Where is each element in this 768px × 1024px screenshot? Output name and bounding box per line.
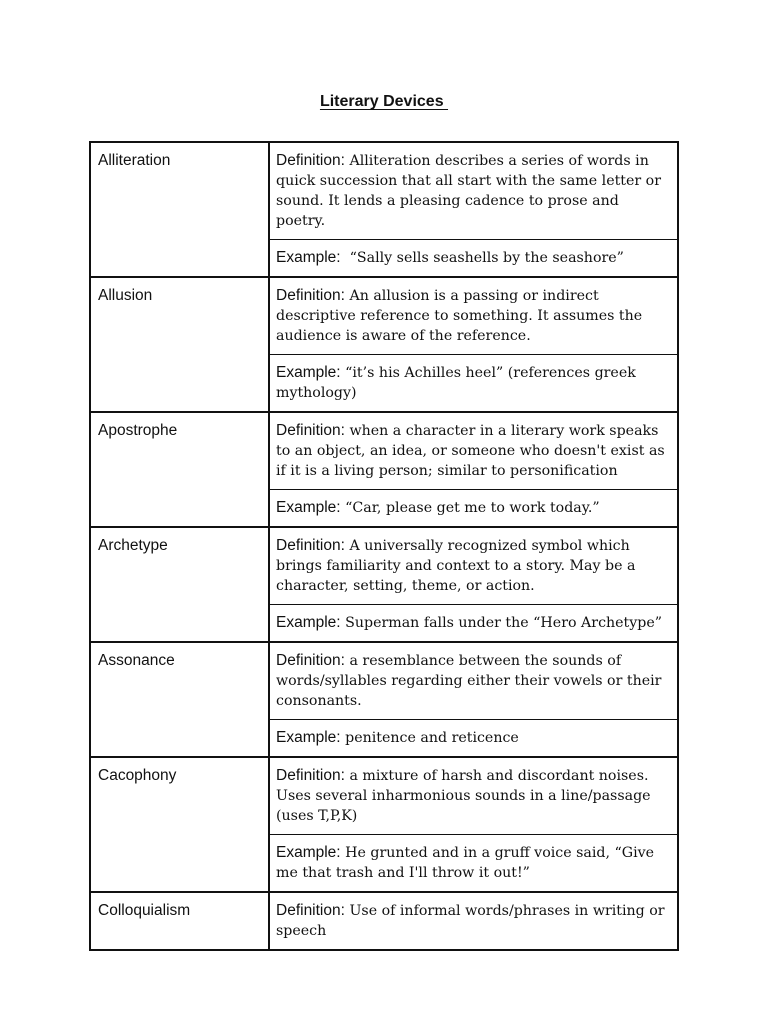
definition-text: Use of informal words/phrases in writing or speech: [276, 903, 665, 939]
table-row: [90, 527, 678, 605]
table-row: [90, 412, 678, 490]
definition-label: Definition:: [276, 537, 345, 554]
example-label: Example:: [276, 614, 341, 631]
device-term: Archetype: [90, 527, 269, 642]
definition-cell: [269, 757, 678, 835]
table-row: [90, 142, 678, 240]
example-label: Example:: [276, 729, 341, 746]
definition-label: Definition:: [276, 287, 345, 304]
example-cell: [269, 240, 678, 278]
definition-text: a resemblance between the sounds of words/syllables regarding either their vowels or their consonants.: [276, 653, 662, 709]
table-row: [90, 757, 678, 835]
definition-text: when a character in a literary work speaks to an object, an idea, or someone who doesn't exist as if it is a living person; similar to personification: [276, 423, 665, 479]
table-row: [90, 892, 678, 950]
device-term: Colloquialism: [90, 892, 269, 950]
example-cell: [269, 835, 678, 893]
definition-cell: [269, 142, 678, 240]
definition-label: Definition:: [276, 767, 345, 784]
definition-label: Definition:: [276, 152, 345, 169]
device-term: Cacophony: [90, 757, 269, 892]
definition-text: Alliteration describes a series of words in quick succession that all start with the same letter or sound. It lends a pleasing cadence to prose and poetry.: [276, 153, 662, 229]
definition-text: A universally recognized symbol which brings familiarity and context to a story. May be a character, setting, theme, or action.: [276, 538, 636, 594]
definition-label: Definition:: [276, 902, 345, 919]
device-term: Assonance: [90, 642, 269, 757]
example-label: Example:: [276, 844, 341, 861]
page-title: Literary Devices: [319, 93, 449, 110]
definition-label: Definition:: [276, 652, 345, 669]
table-row: [90, 642, 678, 720]
example-text: He grunted and in a gruff voice said, “Give me that trash and I'll throw it out!”: [276, 845, 655, 881]
definition-cell: [269, 527, 678, 605]
example-text: “it’s his Achilles heel” (references greek mythology): [276, 365, 636, 401]
definition-cell: [269, 642, 678, 720]
example-text: penitence and reticence: [345, 730, 519, 746]
definition-cell: [269, 412, 678, 490]
table-row: [90, 277, 678, 355]
definition-text: a mixture of harsh and discordant noises. Uses several inharmonious sounds in a line/passage (uses T,P,K): [276, 768, 651, 824]
example-cell: [269, 355, 678, 413]
definition-cell: [269, 277, 678, 355]
example-label: Example:: [276, 364, 341, 381]
definition-label: Definition:: [276, 422, 345, 439]
device-term: Alliteration: [90, 142, 269, 277]
device-term: Allusion: [90, 277, 269, 412]
definition-text: An allusion is a passing or indirect descriptive reference to something. It assumes the audience is aware of the reference.: [276, 288, 643, 344]
definition-cell: [269, 892, 678, 950]
example-text: “Car, please get me to work today.”: [345, 500, 600, 516]
example-label: Example:: [276, 499, 341, 516]
example-cell: [269, 605, 678, 643]
device-term: Apostrophe: [90, 412, 269, 527]
literary-devices-table: [89, 141, 679, 951]
example-text: “Sally sells seashells by the seashore”: [349, 250, 624, 266]
example-text: Superman falls under the “Hero Archetype”: [345, 615, 662, 631]
example-cell: [269, 720, 678, 758]
example-cell: [269, 490, 678, 528]
example-label: Example:: [276, 249, 341, 266]
